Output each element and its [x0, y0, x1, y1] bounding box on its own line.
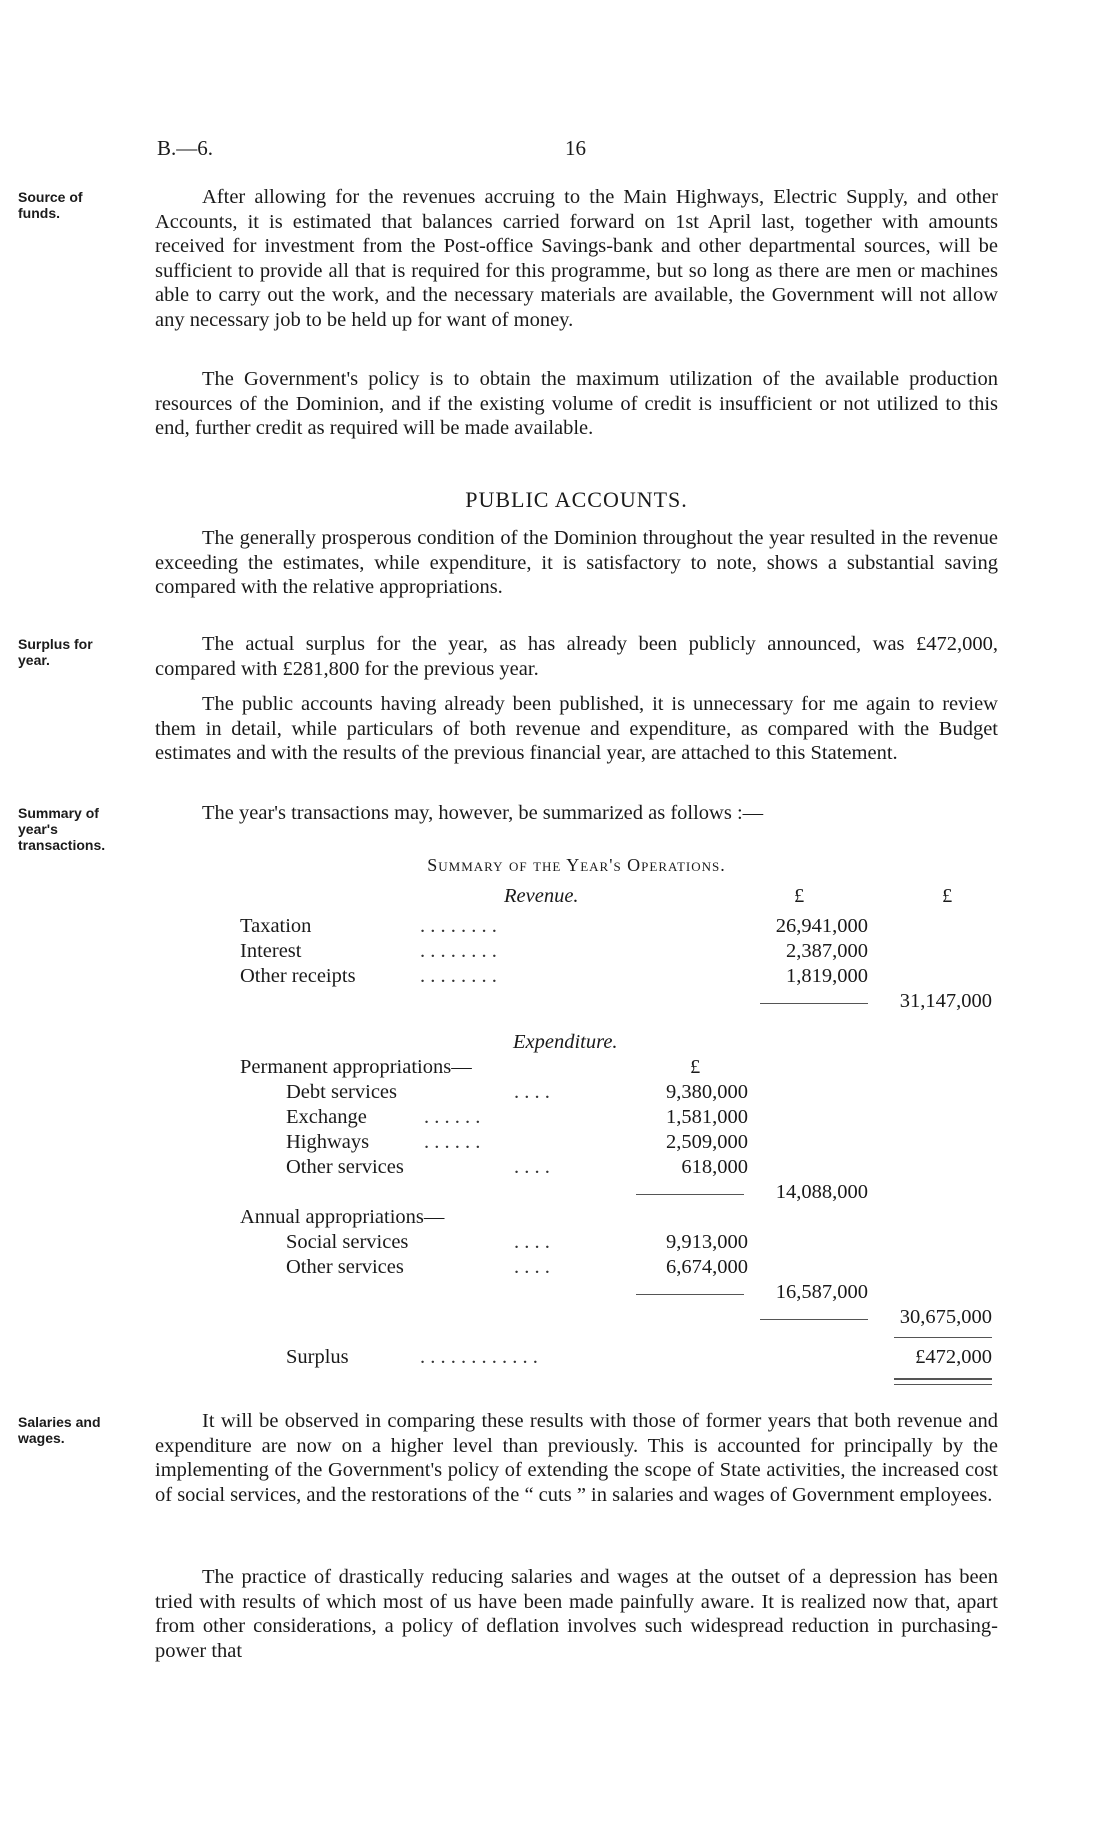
margin-note-surplus-for-year: Surplus for year.	[18, 636, 93, 668]
document-reference: B.—6.	[157, 136, 214, 160]
expenditure-heading-row	[0, 1030, 1114, 1055]
permanent-total: 14,088,000	[775, 1181, 868, 1203]
table-row	[0, 1305, 1114, 1330]
expenditure-label: Debt services	[286, 1081, 397, 1103]
table-row	[0, 1130, 1114, 1155]
table-row	[0, 939, 1114, 964]
expenditure-amount: 1,581,000	[666, 1106, 748, 1128]
expenditure-label: Exchange	[286, 1106, 367, 1128]
leader-dots: . . . . . . . .	[420, 915, 497, 937]
table-row	[0, 1105, 1114, 1130]
paragraph-source-of-funds: After allowing for the revenues accruing to the Main Highways, Electric Supply, and other Accounts, it is estimated that balances carried forward on 1st April last, together with amounts received for investment from the Post-office Savings-bank and other departmental sources, will be sufficient to provide all that is required for this programme, but so long as there are men or machines able to carry out the work, and the necessary materials are available, the Government will not allow any necessary job to be held up for want of money.	[155, 186, 998, 331]
double-rule	[894, 1384, 992, 1385]
revenue-label: Taxation	[240, 915, 312, 937]
table-row	[0, 1255, 1114, 1280]
revenue-heading: Revenue.	[504, 885, 579, 907]
pound-column-header: £	[690, 1056, 701, 1078]
table-row	[0, 964, 1114, 989]
table-row	[0, 1080, 1114, 1105]
permanent-heading: Permanent appropriations—	[240, 1056, 472, 1078]
paragraph-prosperous-condition: The generally prosperous condition of the Dominion throughout the year resulted in the revenue exceeding the estimates, while expenditure, it is satisfactory to note, shows a substantial saving compared with the relative appropriations.	[155, 527, 998, 599]
summary-title: Summary of the Year's Operations.	[427, 855, 726, 875]
leader-dots: . . . . . .	[424, 1106, 481, 1128]
total-rule	[894, 1337, 992, 1338]
leader-dots: . . . . . . . . . . . .	[420, 1346, 538, 1368]
table-row	[0, 914, 1114, 939]
paragraph-deflation-policy: The practice of drastically reducing salaries and wages at the outset of a depression has been tried with results of which most of us have been made painfully aware. It is realized now that, apart from other considerations, a policy of deflation involves such widespread reduction in purchasing-power that	[155, 1566, 998, 1662]
surplus-row	[0, 1345, 1114, 1370]
pound-column-header: £	[794, 885, 805, 907]
leader-dots: . . . .	[514, 1256, 550, 1278]
leader-dots: . . . . . . . .	[420, 940, 497, 962]
expenditure-label: Social services	[286, 1231, 409, 1253]
expenditure-amount: 6,674,000	[666, 1256, 748, 1278]
revenue-amount: 2,387,000	[786, 940, 868, 962]
leader-dots: . . . . . .	[424, 1131, 481, 1153]
annual-total: 16,587,000	[775, 1281, 868, 1303]
expenditure-label: Other services	[286, 1156, 404, 1178]
paragraph-public-accounts-published: The public accounts having already been published, it is unnecessary for me again to review them in detail, while particulars of both revenue and expenditure, as compared with the Budget estimates and with the results of the previous financial year, are attached to this Statement.	[155, 693, 998, 765]
paragraph-actual-surplus: The actual surplus for the year, as has already been publicly announced, was £472,000, compared with £281,800 for the previous year.	[155, 633, 998, 680]
revenue-amount: 26,941,000	[775, 915, 868, 937]
table-row	[0, 1180, 1114, 1205]
expenditure-amount: 2,509,000	[666, 1131, 748, 1153]
expenditure-total: 30,675,000	[899, 1306, 992, 1328]
expenditure-heading: Expenditure.	[513, 1031, 618, 1053]
table-row	[0, 1205, 1114, 1230]
leader-dots: . . . . . . . .	[420, 965, 497, 987]
expenditure-amount: 9,913,000	[666, 1231, 748, 1253]
paragraph-summarized-as-follows: The year's transactions may, however, be summarized as follows :—	[202, 802, 764, 824]
table-row	[0, 1230, 1114, 1255]
revenue-heading-row	[0, 884, 1114, 909]
page-header	[157, 136, 997, 166]
paragraph-salaries-comparison: It will be observed in comparing these results with those of former years that both revenue and expenditure are now on a higher level than previously. This is accounted for principally by the implementing of the Government's policy of extending the scope of State activities, the increased cost of social services, and the restorations of the “ cuts ” in salaries and wages of Government employees.	[155, 1410, 998, 1506]
pound-column-header: £	[942, 885, 953, 907]
margin-note-summary-transactions: Summary of year's transactions.	[18, 805, 106, 853]
revenue-total: 31,147,000	[899, 990, 992, 1012]
expenditure-amount: 9,380,000	[666, 1081, 748, 1103]
leader-dots: . . . .	[514, 1156, 550, 1178]
double-rule	[894, 1378, 992, 1380]
paragraph-government-policy: The Government's policy is to obtain the maximum utilization of the available production resources of the Dominion, and if the existing volume of credit is insufficient or not utilized to this end, further credit as required will be made available.	[155, 368, 998, 440]
annual-heading: Annual appropriations—	[240, 1206, 445, 1228]
table-row	[0, 1280, 1114, 1305]
expenditure-label: Other services	[286, 1256, 404, 1278]
table-row	[0, 1055, 1114, 1080]
page-number: 16	[565, 136, 586, 160]
revenue-label: Other receipts	[240, 965, 356, 987]
surplus-label: Surplus	[286, 1346, 349, 1368]
table-row	[0, 1155, 1114, 1180]
margin-note-salaries-wages: Salaries and wages.	[18, 1414, 101, 1446]
section-heading-public-accounts: PUBLIC ACCOUNTS.	[465, 487, 688, 512]
revenue-amount: 1,819,000	[786, 965, 868, 987]
leader-dots: . . . .	[514, 1081, 550, 1103]
leader-dots: . . . .	[514, 1231, 550, 1253]
surplus-amount: £472,000	[915, 1346, 992, 1368]
table-row	[0, 989, 1114, 1014]
expenditure-amount: 618,000	[681, 1156, 748, 1178]
expenditure-label: Highways	[286, 1131, 370, 1153]
margin-note-source-of-funds: Source of funds.	[18, 189, 83, 221]
revenue-label: Interest	[240, 940, 302, 962]
